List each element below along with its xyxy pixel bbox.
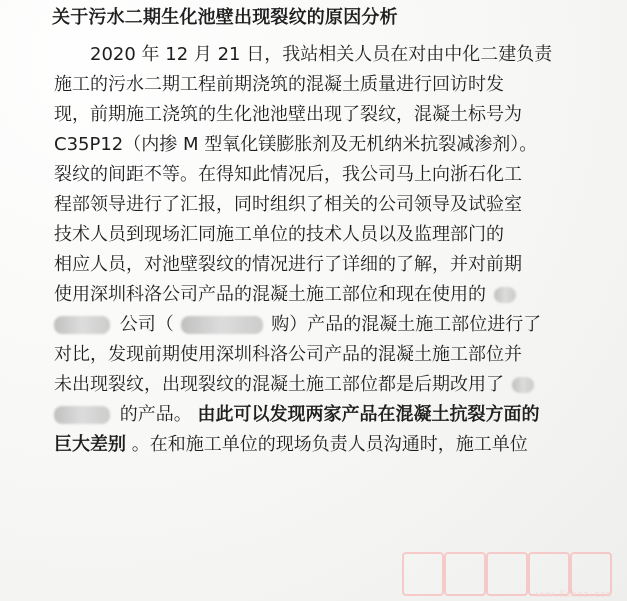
redacted-text (54, 316, 110, 334)
document-body (54, 40, 598, 460)
emphasized-text: 由此可以发现两家产品在混凝土抗裂方面的 (197, 404, 540, 425)
redacted-text (494, 287, 516, 303)
paragraph-line: C35P12（内掺 M 型氧化镁膨胀剂及无机纳米抗裂减渗剂）。 (54, 134, 538, 155)
paragraph-line-text: 购）产品的混凝土施工部位进行了 (271, 314, 542, 335)
paragraph-line-text: 未出现裂纹，出现裂纹的混凝土施工部位都是后期改用了 (54, 374, 504, 395)
paragraph-line: 对比，发现前期使用深圳科洛公司产品的混凝土施工部位并 (54, 344, 522, 365)
redacted-text (54, 406, 110, 424)
watermark-mark (444, 552, 486, 596)
emphasized-text: 巨大差别 (54, 434, 126, 455)
paragraph-line: 技术人员到现场汇同施工单位的技术人员以及监理部门的 (54, 224, 504, 245)
watermark-subtext: www.Fxbzz.com (536, 590, 612, 600)
paragraph-line: 现，前期施工浇筑的生化池池壁出现了裂纹，混凝土标号为 (54, 104, 522, 125)
paragraph-line-text: 公司（ (119, 314, 174, 335)
paragraph-line-text: 。在和施工单位的现场负责人员沟通时，施工单位 (131, 434, 528, 455)
paragraph-line: 2020 年 12 月 21 日，我站相关人员在对由中化二建负责 (90, 44, 553, 65)
watermark-mark (570, 552, 612, 596)
paragraph-line: 裂纹的间距不等。在得知此情况后，我公司马上向浙石化工 (54, 164, 522, 185)
watermark-mark (486, 552, 528, 596)
paragraph-line (54, 400, 598, 430)
paragraph-line-text: 使用深圳科洛公司产品的混凝土施工部位和现在使用的 (54, 284, 486, 305)
redacted-text (512, 377, 534, 393)
paragraph-line: 相应人员，对池壁裂纹的情况进行了详细的了解，并对前期 (54, 254, 522, 275)
paragraph-line (54, 280, 598, 310)
paragraph-line (54, 370, 598, 400)
watermark-mark (528, 552, 570, 596)
watermark-logo (402, 552, 616, 598)
paragraph-line-text: 的产品。 (119, 404, 192, 425)
paragraph-line (54, 430, 598, 460)
watermark-mark (402, 552, 444, 596)
paragraph-line: 程部领导进行了汇报，同时组织了相关的公司领导及试验室 (54, 194, 522, 215)
paragraph-line (54, 310, 598, 340)
paragraph-line: 施工的污水二期工程前期浇筑的混凝土质量进行回访时发 (54, 74, 504, 95)
document-title: 关于污水二期生化池壁出现裂纹的原因分析 (52, 7, 398, 28)
redacted-text (181, 316, 263, 334)
